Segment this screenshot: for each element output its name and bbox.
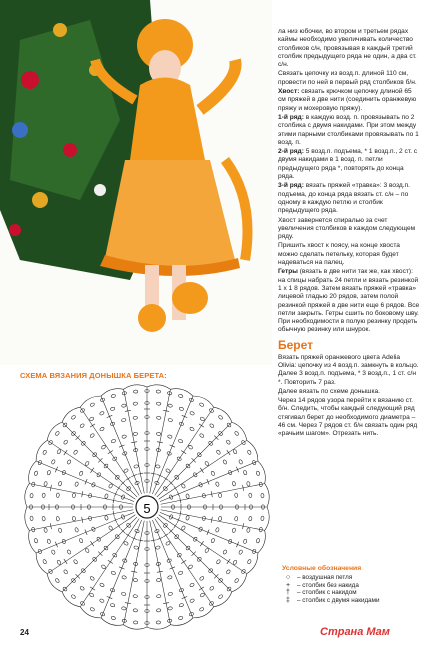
- instruction-text: Хвост завернется спиралью за счет увеличения столбиков в каждом следующем ряду.: [278, 216, 416, 241]
- chain-stitch: [155, 546, 160, 550]
- chain-stitch: [80, 423, 85, 428]
- double-crochet-stitch: [36, 512, 134, 553]
- instruction-paragraph: [278, 148, 420, 181]
- instructions-column: [278, 28, 420, 440]
- chain-stitch: [218, 493, 222, 498]
- outer-arc: [62, 407, 80, 422]
- chain-stitch: [133, 416, 138, 420]
- instruction-text: ла низ юбочки, во втором и третьем рядах каймы необходимо увеличивать количество столбиков с/н, провязывая в каждый третий столбик предыдущего ряда не один, а два ст. с/н.: [278, 28, 417, 69]
- chain-stitch: [99, 427, 104, 432]
- chain-stitch: [99, 411, 104, 416]
- chain-stitch: [223, 459, 228, 464]
- chain-stitch: [156, 416, 161, 420]
- chain-stitch: [90, 607, 95, 612]
- chain-stitch: [133, 578, 138, 582]
- chain-stitch: [34, 471, 38, 476]
- outer-arc: [214, 592, 232, 607]
- chain-stitch: [104, 515, 108, 520]
- chain-stitch: [67, 459, 72, 464]
- chain-stitch: [71, 594, 76, 599]
- outer-arc: [265, 507, 270, 530]
- chain-stitch: [189, 598, 194, 603]
- legend-label: – столбик без накида: [297, 581, 359, 589]
- legend-label: – воздушная петля: [297, 573, 353, 581]
- chain-stitch: [189, 583, 194, 588]
- chain-stitch: [34, 538, 38, 543]
- chain-stitch: [200, 417, 205, 422]
- chain-stitch: [89, 417, 94, 422]
- chain-stitch: [199, 402, 204, 407]
- chain-stitch: [156, 402, 161, 405]
- instruction-text: вязать пряжей «травка»: 3 возд.п. подъема, до конца ряда вязать ст. с/н – по одному в каждую петлю и столбик предыдущего ряда.: [278, 182, 410, 215]
- double-crochet-stitch: [101, 520, 142, 618]
- chain-stitch: [256, 471, 260, 476]
- double-crochet-stitch: [101, 396, 142, 494]
- legend-row: [282, 574, 422, 582]
- chain-stitch: [111, 394, 116, 398]
- chain-stitch: [73, 559, 78, 564]
- legend-items: [282, 574, 422, 605]
- double-crochet-stitch: [152, 396, 193, 494]
- chain-stitch: [188, 445, 193, 450]
- chain-stitch: [101, 564, 106, 569]
- chain-stitch: [110, 407, 115, 411]
- chain-stitch: [215, 482, 219, 487]
- chain-stitch: [234, 431, 239, 436]
- chain-stitch: [167, 435, 172, 439]
- chain-stitch: [261, 493, 264, 498]
- chain-stitch: [178, 394, 183, 398]
- chain-stitch: [42, 493, 45, 498]
- chain-stitch: [79, 538, 84, 543]
- chain-stitch: [155, 464, 160, 468]
- chain-stitch: [238, 459, 243, 464]
- beret-paragraph: Далее вязать по схеме донышка.: [278, 387, 380, 395]
- instruction-lead: 1-й ряд:: [278, 113, 304, 121]
- double-crochet-stitch: [157, 517, 232, 592]
- outer-arc: [80, 607, 101, 618]
- chain-stitch: [56, 493, 60, 498]
- chain-stitch: [42, 516, 45, 521]
- chain-stitch: [223, 549, 228, 554]
- instruction-text: Связать цепочку из возд.п. длиной 110 см, провести по ней в первый ряд столбиков б/н.: [278, 70, 417, 86]
- chain-stitch: [209, 423, 214, 428]
- instruction-lead: Хвост:: [278, 88, 300, 96]
- double-crochet-stitch: [157, 422, 232, 497]
- chain-stitch: [121, 418, 126, 422]
- chain-stitch: [72, 516, 76, 521]
- chain-icon: ○: [285, 573, 291, 581]
- chain-stitch: [58, 481, 62, 486]
- instruction-paragraph: [278, 28, 420, 69]
- chain-stitch: [256, 538, 260, 543]
- chain-stitch: [204, 461, 209, 466]
- chain-stitch: [79, 471, 84, 476]
- beret-heading: Берет: [278, 337, 314, 352]
- chain-stitch: [71, 415, 76, 420]
- chain-stitch: [156, 390, 161, 393]
- chain-stitch: [156, 621, 161, 624]
- chain-stitch: [209, 586, 214, 591]
- instruction-paragraph: [278, 182, 420, 215]
- chain-stitch: [211, 471, 216, 476]
- beret-instructions: [278, 354, 420, 439]
- chain-stitch: [199, 607, 204, 612]
- chain-stitch: [75, 527, 79, 532]
- chain-stitch: [75, 482, 79, 487]
- chain-stitch: [156, 594, 161, 598]
- outer-arc: [36, 440, 47, 461]
- instruction-paragraph: [278, 217, 420, 242]
- chain-stitch: [246, 528, 250, 533]
- legend-label: – столбик с двумя накидами: [297, 597, 380, 605]
- chain-stitch: [216, 450, 221, 455]
- outer-arc: [47, 422, 62, 440]
- chain-stitch: [234, 516, 238, 521]
- chain-stitch: [234, 578, 239, 583]
- chain-stitch: [30, 516, 33, 521]
- chain-stitch: [188, 564, 193, 569]
- chain-stitch: [204, 548, 209, 553]
- chain-stitch: [168, 592, 173, 596]
- chain-stitch: [104, 494, 108, 499]
- outer-arc: [232, 422, 247, 440]
- chain-stitch: [179, 603, 184, 607]
- crochet-chart: [20, 382, 274, 632]
- chain-stitch: [249, 493, 252, 498]
- chain-stitch: [72, 493, 76, 498]
- chain-stitch: [238, 549, 243, 554]
- chain-stitch: [218, 516, 222, 521]
- double-crochet-stitch: [160, 512, 258, 553]
- chain-stitch: [47, 539, 51, 544]
- chain-stitch: [156, 432, 161, 436]
- instruction-text: в каждую возд. п. провязывать по 2 столбика с двумя накидами. При этом между этими парными столбиками провязывать по 1 возд. п.: [278, 113, 419, 146]
- chain-stitch: [247, 450, 252, 455]
- double-crochet-stitch: [36, 461, 134, 502]
- outer-arc: [80, 396, 101, 407]
- chain-stitch: [99, 583, 104, 588]
- double-crochet-stitch: [160, 461, 258, 502]
- legend-title: Условные обозначения: [282, 565, 362, 572]
- double-crochet-stitch: [62, 517, 137, 592]
- chain-stitch: [90, 576, 95, 581]
- double-crochet-stitch: [152, 520, 193, 618]
- leg-warmer-right: [172, 282, 208, 314]
- chain-stitch: [178, 571, 183, 576]
- chain-stitch: [178, 616, 183, 620]
- chain-stitch: [30, 493, 33, 498]
- leg-warmer-left: [138, 304, 166, 332]
- chain-stitch: [215, 527, 219, 532]
- photo-illustration: [0, 0, 272, 365]
- chain-stitch: [133, 432, 138, 436]
- outer-arc: [124, 625, 147, 630]
- instruction-paragraph: [278, 242, 420, 267]
- chain-stitch: [122, 575, 127, 579]
- outer-arc: [147, 385, 170, 390]
- chain-stitch: [218, 415, 223, 420]
- outer-arc: [265, 484, 270, 507]
- chain-stitch: [122, 435, 127, 439]
- chain-stitch: [80, 586, 85, 591]
- chain-stitch: [189, 427, 194, 432]
- chain-stitch: [167, 575, 172, 579]
- chain-stitch: [44, 481, 48, 486]
- chain-stitch: [67, 549, 72, 554]
- chain-stitch: [186, 494, 190, 499]
- chain-stitch: [121, 592, 126, 596]
- double-crochet-icon: †: [286, 589, 290, 597]
- outer-arc: [247, 553, 258, 574]
- chain-stitch: [249, 516, 252, 521]
- chain-stitch: [121, 404, 126, 408]
- center-number: 5: [143, 501, 151, 516]
- chain-stitch: [168, 404, 173, 408]
- outer-arc: [47, 574, 62, 592]
- single-crochet-icon: +: [285, 581, 291, 589]
- chain-stitch: [186, 515, 190, 520]
- instruction-text: (вязать в две нити так же, как хвост): на спицы набрать 24 петли и вязать резинкой 1 x 1 8 рядов. Затем вязать пряжей «травка» лицевой гладью 20 рядов, затем полой резинкой пряжей в две нити еще 6 рядов. Все петли закрыть. Гетры сшить по боковому шву. При необходимости в полую резинку продеть обычную резинку или шнурок.: [278, 268, 420, 334]
- chain-stitch: [56, 516, 60, 521]
- chain-stitch: [134, 546, 139, 550]
- chain-stitch: [51, 459, 56, 464]
- chain-stitch: [247, 559, 252, 564]
- chain-stitch: [233, 449, 238, 454]
- chain-stitch: [63, 440, 68, 445]
- beret-paragraph: Вязать пряжей оранжевого цвета Adelia Olivia: цепочку из 4 возд.п. замкнуть в кольцо. Далее 3 возд.п. подъема, * 3 возд.п., 1 ст. с/н *. Повторить 7 раз.: [278, 353, 419, 386]
- legend: [282, 565, 422, 605]
- chain-stitch: [51, 549, 56, 554]
- chain-stitch: [57, 449, 62, 454]
- chain-stitch: [156, 609, 161, 612]
- chain-stitch: [111, 571, 116, 576]
- instruction-text: Пришить хвост к поясу, на конце хвоста можно сделать петельку, которая будет надеваться на палец.: [278, 242, 400, 267]
- instruction-paragraph: [278, 268, 420, 334]
- instruction-paragraph: [278, 114, 420, 147]
- chain-stitch: [101, 445, 106, 450]
- legend-label: – столбик с накидом: [297, 589, 357, 597]
- chain-stitch: [200, 593, 205, 598]
- instruction-paragraph: [278, 70, 420, 87]
- chain-stitch: [89, 593, 94, 598]
- crochet-diagram: [20, 382, 274, 632]
- chain-stitch: [211, 538, 216, 543]
- chain-stitch: [234, 493, 238, 498]
- chain-stitch: [42, 559, 47, 564]
- chain-stitch: [110, 603, 115, 607]
- double-crochet-stitch: [62, 422, 137, 497]
- outer-arc: [25, 507, 30, 530]
- costume-photo: [0, 0, 272, 365]
- beret-paragraph: Через 14 рядов узора перейти к вязанию ст. б/н. Следить, чтобы каждый следующий ряд стягивал берет до необходимого диаметра – 46 см. Через 7 рядов ст. б/н связать один ряд «рачьим шагом». Отрезать нить.: [278, 397, 418, 438]
- outer-arc: [193, 396, 214, 407]
- chain-stitch: [243, 470, 247, 475]
- outer-arc: [232, 574, 247, 592]
- outer-arc: [36, 553, 47, 574]
- chain-stitch: [233, 560, 238, 565]
- chain-stitch: [133, 594, 138, 598]
- chain-stitch: [216, 559, 221, 564]
- outer-arc: [147, 625, 170, 630]
- chain-stitch: [121, 606, 126, 610]
- chain-stitch: [226, 440, 231, 445]
- instruction-text: 5 возд.п. подъема, * 1 возд.п., 2 ст. с двумя накидами в 1 возд. п. петли предыдущего ряда *, повторять до конца ряда.: [278, 148, 418, 181]
- schema-title: СХЕМА ВЯЗАНИЯ ДОНЫШКА БЕРЕТА:: [20, 371, 167, 380]
- chain-stitch: [226, 569, 231, 574]
- instruction-paragraph: [278, 88, 420, 113]
- chain-stitch: [90, 402, 95, 407]
- chain-stitch: [44, 528, 48, 533]
- chain-stitch: [199, 576, 204, 581]
- chain-stitch: [73, 450, 78, 455]
- chain-stitch: [55, 578, 60, 583]
- outer-arc: [193, 607, 214, 618]
- instruction-lead: 2-й ряд:: [278, 148, 304, 156]
- outer-arc: [247, 440, 258, 461]
- chain-stitch: [85, 548, 90, 553]
- instruction-lead: Гетры: [278, 268, 298, 276]
- instructions-list: [278, 28, 420, 335]
- chain-stitch: [168, 418, 173, 422]
- chain-stitch: [42, 450, 47, 455]
- chain-stitch: [57, 560, 62, 565]
- chain-stitch: [133, 390, 138, 393]
- chain-stitch: [111, 439, 116, 444]
- chain-stitch: [218, 594, 223, 599]
- instruction-lead: 3-й ряд:: [278, 182, 304, 190]
- chain-stitch: [246, 481, 250, 486]
- chain-stitch: [189, 411, 194, 416]
- outer-arc: [25, 484, 30, 507]
- chain-stitch: [134, 464, 139, 468]
- outer-arc: [214, 407, 232, 422]
- chain-stitch: [99, 598, 104, 603]
- chain-stitch: [133, 621, 138, 624]
- watermark: Страна Мам: [320, 626, 390, 638]
- chain-stitch: [261, 516, 264, 521]
- chain-stitch: [199, 433, 204, 438]
- chain-stitch: [232, 481, 236, 486]
- chain-stitch: [243, 539, 247, 544]
- chain-stitch: [55, 431, 60, 436]
- legend-row: [282, 597, 422, 605]
- outer-arc: [124, 385, 147, 390]
- chain-stitch: [85, 461, 90, 466]
- chain-stitch: [90, 433, 95, 438]
- instruction-text: связать крючком цепочку длиной 65 см пряжей в две нити (соединить оранжевую пряжу и мохеровую пряжу).: [278, 88, 417, 112]
- chain-stitch: [232, 528, 236, 533]
- chain-stitch: [168, 606, 173, 610]
- chain-stitch: [156, 578, 161, 582]
- chain-stitch: [133, 609, 138, 612]
- chain-stitch: [178, 439, 183, 444]
- outer-arc: [62, 592, 80, 607]
- chain-stitch: [47, 470, 51, 475]
- treble-crochet-icon: ‡: [286, 597, 290, 605]
- chain-stitch: [179, 407, 184, 411]
- chain-stitch: [111, 616, 116, 620]
- chain-stitch: [133, 402, 138, 405]
- chain-stitch: [58, 528, 62, 533]
- page-number: 24: [20, 628, 29, 637]
- chain-stitch: [63, 569, 68, 574]
